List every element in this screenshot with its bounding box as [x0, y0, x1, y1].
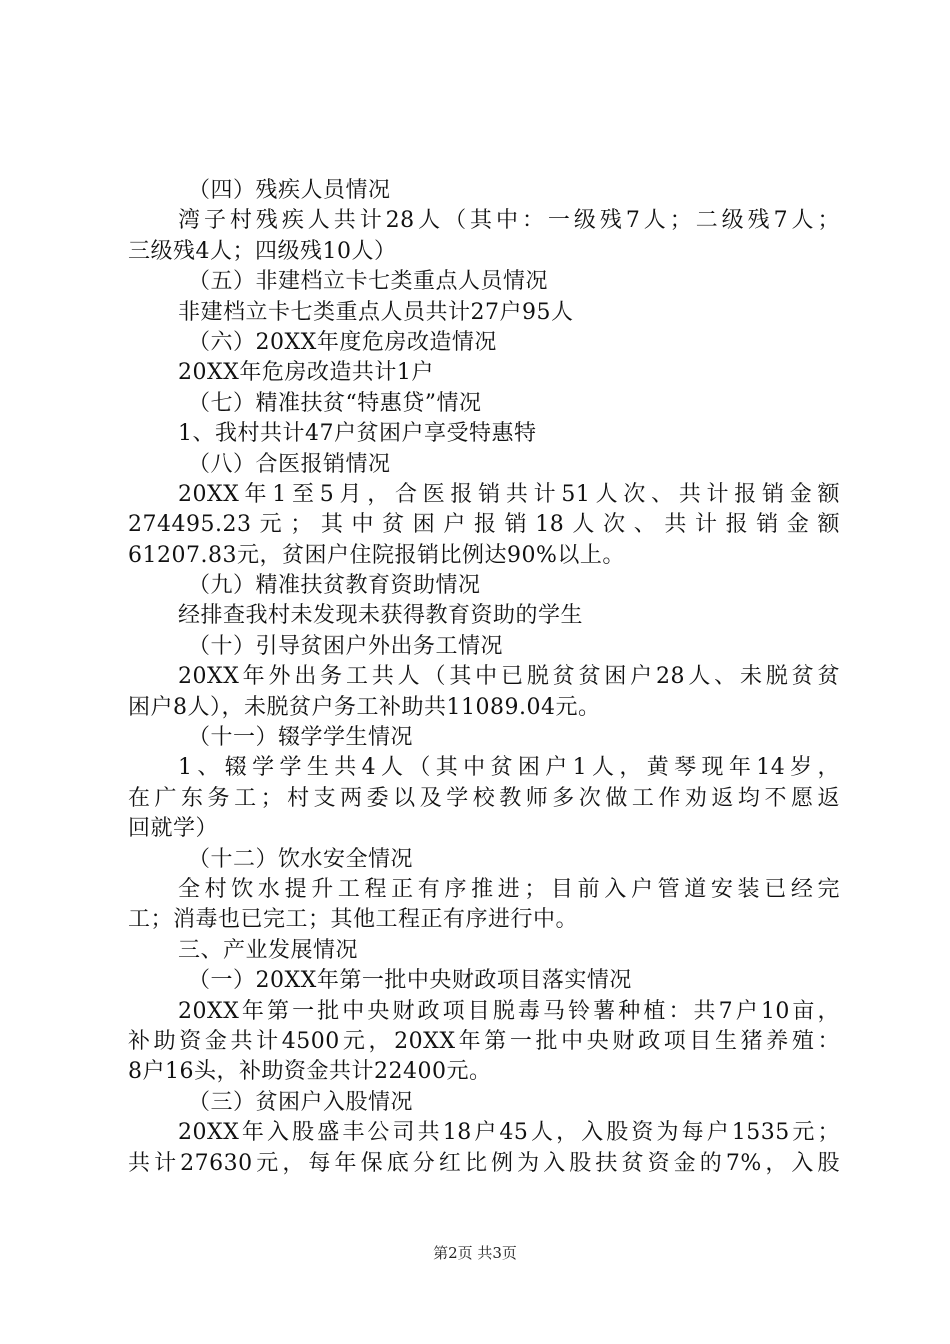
chapter-heading: 三、产业发展情况 [178, 937, 359, 963]
paragraph-line: 补助资金共计4500元，20XX年第一批中央财政项目生猪养殖： [128, 1028, 840, 1054]
paragraph-line: 274495.23元；其中贫困户报销18人次、共计报销金额 [128, 512, 840, 538]
paragraph-line: 共计27630元，每年保底分红比例为入股扶贫资金的7%，入股 [128, 1150, 840, 1176]
page-number-footer: 第2页 共3页 [433, 1244, 517, 1262]
section-heading: （十一）辍学学生情况 [188, 725, 414, 751]
section-heading: （十）引导贫困户外出务工情况 [188, 633, 504, 659]
section-heading: （六）20XX年度危房改造情况 [188, 329, 497, 355]
section-heading: （五）非建档立卡七类重点人员情况 [188, 269, 549, 295]
section-heading: （三）贫困户入股情况 [188, 1089, 414, 1115]
section-heading: （九）精准扶贫教育资助情况 [188, 573, 481, 599]
section-heading: （十二）饮水安全情况 [188, 846, 414, 872]
paragraph-line: 1、辍学学生共4人（其中贫困户1人，黄琴现年14岁， [178, 755, 840, 781]
paragraph-line: 全村饮水提升工程正有序推进；目前入户管道安装已经完 [178, 876, 840, 902]
section-heading: （四）残疾人员情况 [188, 178, 391, 203]
paragraph-line: 8户16头，补助资金共计22400元。 [128, 1059, 492, 1085]
paragraph-line: 在广东务工；村支两委以及学校教师多次做工作劝返均不愿返 [128, 785, 840, 811]
section-heading: （八）合医报销情况 [188, 451, 391, 477]
section-heading: （七）精准扶贫“特惠贷”情况 [188, 390, 482, 416]
paragraph-line: 61207.83元，贫困户住院报销比例达90%以上。 [128, 542, 625, 568]
paragraph-line: 湾子村残疾人共计28人（其中：一级残7人；二级残7人； [178, 208, 840, 234]
paragraph-line: 1、我村共计47户贫困户享受特惠特 [178, 421, 537, 447]
paragraph-line: 非建档立卡七类重点人员共计27户95人 [178, 299, 574, 325]
paragraph-line: 20XX年第一批中央财政项目脱毒马铃薯种植：共7户10亩， [178, 998, 840, 1024]
paragraph-line: 困户8人），未脱贫户务工补助共11089.04元。 [128, 694, 601, 720]
paragraph-line: 20XX年危房改造共计1户 [178, 360, 434, 386]
paragraph-line: 回就学） [128, 816, 219, 842]
paragraph-line: 经排查我村未发现未获得教育资助的学生 [178, 603, 584, 629]
paragraph-line: 20XX年1至5月，合医报销共计51人次、共计报销金额 [178, 481, 840, 507]
paragraph-line: 20XX年外出务工共人（其中已脱贫贫困户28人、未脱贫贫 [178, 664, 840, 690]
document-body [128, 176, 840, 1179]
paragraph-line: 工；消毒也已完工；其他工程正有序进行中。 [128, 907, 579, 933]
paragraph-line: 三级残4人；四级残10人） [128, 238, 397, 264]
paragraph-line: 20XX年入股盛丰公司共18户45人，入股资为每户1535元； [178, 1120, 840, 1146]
section-heading: （一）20XX年第一批中央财政项目落实情况 [188, 968, 632, 994]
